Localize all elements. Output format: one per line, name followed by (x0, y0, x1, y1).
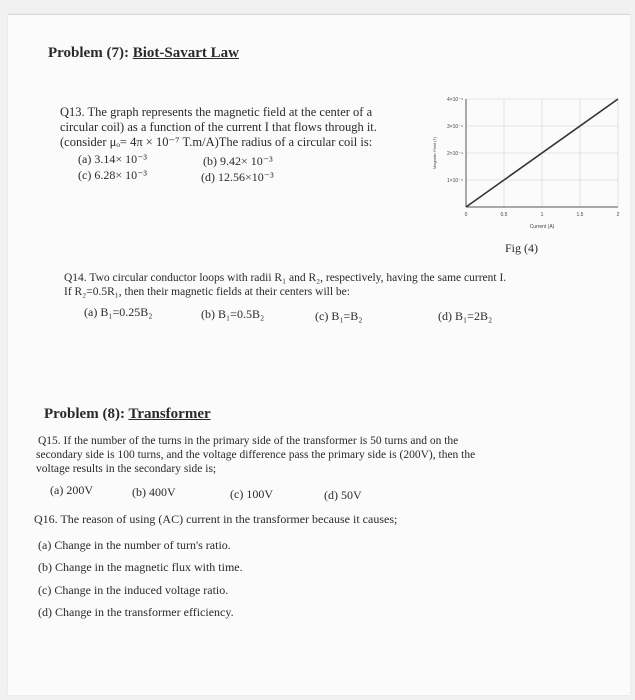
q15-line-3: voltage results in the secondary side is; (36, 463, 217, 475)
q15-option-c: (c) 100V (230, 487, 273, 501)
q13-option-a: (a) 3.14× 10⁻³ (78, 152, 148, 166)
x-tick-label: 2 (616, 212, 620, 218)
problem-7-title: Biot-Savart Law (132, 45, 239, 61)
magnetic-field-graph (426, 93, 626, 233)
problem-7-heading (48, 45, 239, 62)
q16-option-b: (b) Change in the magnetic flux with time. (38, 560, 243, 574)
q16-option-c: (c) Change in the induced voltage ratio. (38, 583, 229, 597)
q14-line-1: Q14. Two circular conductor loops with radii R₁ and R₂, respectively, having the same current I. (64, 272, 507, 284)
q15-line-1: Q15. If the number of the turns in the primary side of the transformer is 50 turns and on the (38, 435, 459, 447)
problem-8-title: Transformer (128, 406, 211, 422)
q14-option-c: (c) B₁=B₂ (315, 309, 363, 323)
q14-option-a: (a) B₁=0.25B₂ (84, 305, 153, 319)
x-tick-label: 0 (464, 212, 468, 218)
q13-line-3: (consider μₒ= 4π × 10⁻⁷ T.m/A)The radius of a circular coil is: (60, 135, 373, 149)
worksheet-page (8, 14, 630, 695)
x-tick-label: 0.5 (500, 212, 508, 218)
q15-option-b: (b) 400V (132, 485, 176, 499)
q14-option-b: (b) B₁=0.5B₂ (201, 307, 265, 321)
q14-line-2: If R₂=0.5R₁, then their magnetic fields at their centers will be: (64, 286, 350, 298)
q16-line-1: Q16. The reason of using (AC) current in the transformer because it causes; (34, 512, 398, 526)
q13-option-d: (d) 12.56×10⁻³ (201, 170, 274, 184)
y-tick-label: 1×10⁻⁴ (446, 178, 463, 184)
q13-line-2: circular coil) as a function of the current I that flows through it. (60, 120, 377, 134)
q15-line-2: secondary side is 100 turns, and the voltage difference pass the primary side is (200V), then the (36, 449, 476, 461)
y-tick-label: 4×10⁻⁴ (446, 97, 463, 103)
q16-option-a: (a) Change in the number of turn's ratio. (38, 538, 231, 552)
q15-option-d: (d) 50V (324, 488, 362, 502)
problem-8-prefix: Problem (8): (44, 406, 125, 422)
q14-option-d: (d) B₁=2B₂ (438, 309, 493, 323)
x-tick-label: 1 (540, 212, 544, 218)
figure-caption: Fig (4) (505, 241, 538, 255)
q13-line-1: Q13. The graph represents the magnetic field at the center of a (60, 105, 373, 119)
q13-option-c: (c) 6.28× 10⁻³ (78, 168, 148, 182)
q13-option-b: (b) 9.42× 10⁻³ (203, 154, 273, 168)
q16-option-d: (d) Change in the transformer efficiency. (38, 605, 234, 619)
y-tick-label: 3×10⁻⁴ (446, 124, 463, 130)
x-tick-label: 1.5 (576, 212, 584, 218)
x-axis-label: Current (A) (529, 224, 555, 230)
y-tick-label: 2×10⁻⁴ (446, 151, 463, 157)
q15-option-a: (a) 200V (50, 483, 93, 497)
y-axis-label: Magnetic Field (T) (432, 136, 437, 170)
problem-7-prefix: Problem (7): (48, 45, 129, 61)
problem-8-heading (44, 406, 211, 423)
